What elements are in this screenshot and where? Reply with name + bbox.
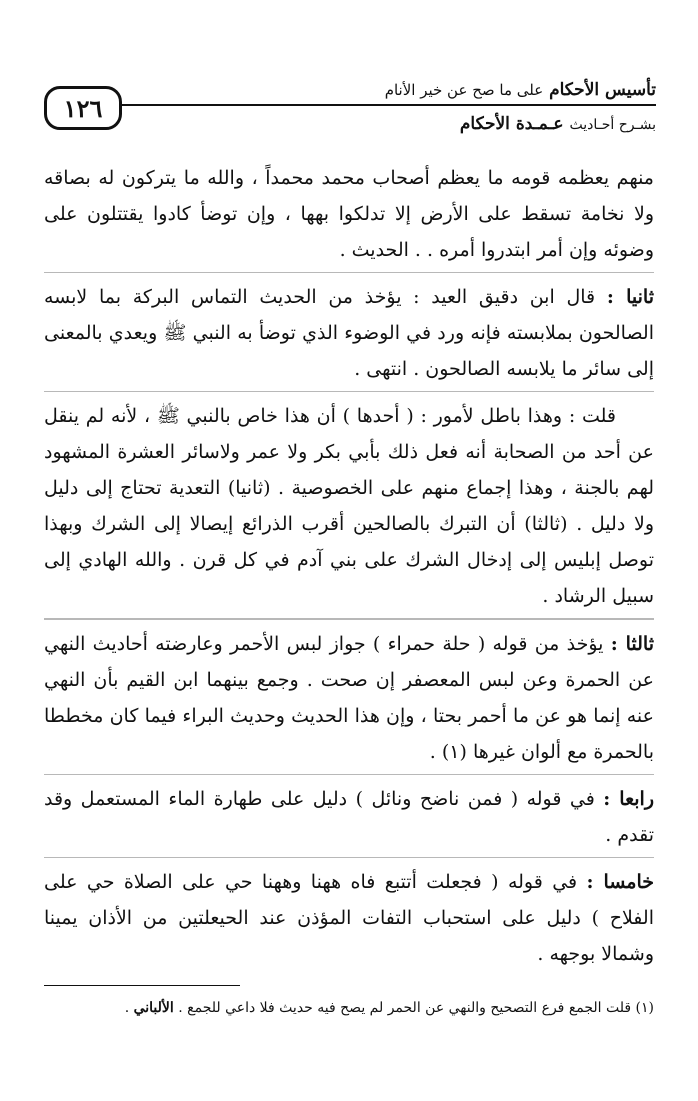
book-title [385, 80, 656, 100]
paragraph-separator [44, 272, 654, 273]
page-body [44, 160, 654, 972]
paragraph-2 [44, 279, 654, 387]
paragraph-6-text: في قوله ( فجعلت أتتبع فاه ههنا وههنا حي على الصلاة حي على الفلاح ) دليل على استحباب التفات المؤذن عند الحيعلتين من الأذان يمينا وشمالا بوجهه . [44, 870, 654, 965]
paragraph-separator [44, 391, 654, 392]
paragraph-separator [44, 857, 654, 858]
paragraph-2-lead: ثانيا : [606, 286, 654, 309]
book-title-rest: على ما صح عن خير الأنام [384, 81, 544, 99]
footnote-end: . [124, 1000, 134, 1016]
commentary-prefix: بشـرح أحـاديث [569, 117, 656, 133]
paragraph-4-text: يؤخذ من قوله ( حلة حمراء ) جواز لبس الأحمر وعارضته أحاديث النهي عن الحمرة وعن لبس المعصفر إن صحت . وجمع بينهما ابن القيم بأن النهي عنه إنما هو عن ما أحمر بحتا ، وإن هذا الحديث وحديث البراء فيما كان مخططا بالحمرة مع ألوان غيرها (١) . [44, 632, 654, 763]
paragraph-2-text: قال ابن دقيق العيد : يؤخذ من الحديث التماس البركة بما لابسه الصالحون بملابسته فإنه ورد في الوضوء الذي توضأ به النبي ﷺ ويعدي بالمعنى إلى سائر ما يلابسه الصالحون . انتهى . [44, 286, 654, 381]
footnote-author: الألباني [133, 1000, 174, 1016]
paragraph-separator [44, 774, 654, 775]
paragraph-5 [44, 781, 654, 853]
paragraph-4 [44, 626, 654, 770]
header-rule [44, 104, 656, 106]
paragraph-6-lead: خامسا : [586, 870, 654, 893]
commentary-title [460, 114, 656, 134]
book-title-bold: تأسيس الأحكام [549, 80, 656, 100]
paragraph-5-text: في قوله ( فمن ناضح ونائل ) دليل على طهارة الماء المستعمل وقد تقدم . [44, 787, 654, 846]
paragraph-separator [44, 618, 654, 619]
paragraph-6 [44, 864, 654, 972]
paragraph-4-lead: ثالثا : [610, 632, 654, 655]
page-number: ١٢٦ [44, 86, 122, 130]
paragraph-5-lead: رابعا : [603, 787, 654, 810]
commentary-name: عـمـدة الأحكام [459, 114, 564, 134]
footnote-text: (١) قلت الجمع فرع التصحيح والنهي عن الحمر لم يصح فيه حديث فلا داعي للجمع . [173, 1000, 654, 1016]
paragraph-3: قلت : وهذا باطل لأمور : ( أحدها ) أن هذا خاص بالنبي ﷺ ، لأنه لم ينقل عن أحد من الصحابة أنه فعل ذلك بأبي بكر ولا عمر ولاسائر العشرة المشهود لهم بالجنة ، وهذا إجماع منهم على الخصوصية . (ثانيا) التعدية تحتاج إلى دليل ولا دليل . (ثالثا) أن التبرك بالصالحين أقرب الذرائع إيصالا إلى الشرك وبهذا توصل إبليس إلى إدخال الشرك على بني آدم في كل قرن . والله الهادي إلى سبيل الرشاد . [44, 405, 654, 608]
footnote-rule [44, 985, 240, 986]
page-header [44, 74, 656, 154]
paragraph-1: منهم يعظمه قومه ما يعظم أصحاب محمد محمداً ، والله ما يتركون له بصاقه ولا نخامة تسقط على الأرض إلا تدلكوا بهها ، وإن توضأ كادوا يقتتلون على وضوئه وإن أمر ابتدروا أمره . . الحديث . [44, 167, 654, 261]
footnote [44, 996, 654, 1020]
